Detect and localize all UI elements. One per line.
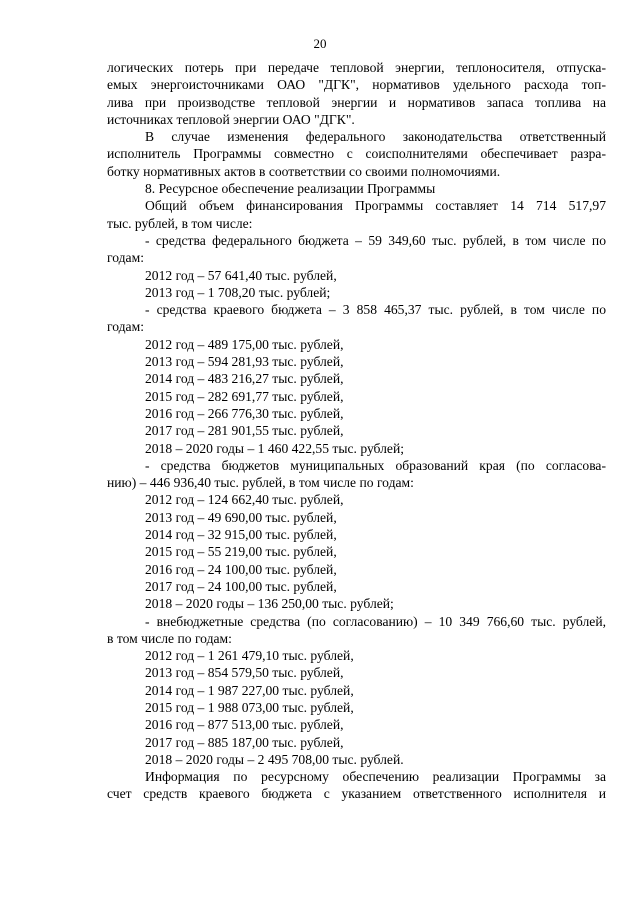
text-line: 2018 – 2020 годы – 1 460 422,55 тыс. рублей; [145, 440, 405, 456]
text-line: - средства федерального бюджета – 59 349,60 тыс. рублей, в том числе по [145, 232, 606, 248]
text-line: логических потерь при передаче тепловой энергии, теплоносителя, отпуска- [107, 60, 606, 75]
text-line: годам: [107, 250, 144, 266]
text-line: 2017 год – 281 901,55 тыс. рублей, [145, 423, 344, 439]
text-line: ботку нормативных актов в соответствии со своими полномочиями. [107, 163, 501, 179]
page-number: 20 [313, 36, 327, 51]
text-line: нию) – 446 936,40 тыс. рублей, в том числе по годам: [107, 475, 414, 491]
text-line: 2016 год – 266 776,30 тыс. рублей, [145, 405, 344, 421]
text-line: 8. Ресурсное обеспечение реализации Программы [145, 181, 436, 197]
text-line: - средства краевого бюджета – 3 858 465,37 тыс. рублей, в том числе по [145, 302, 606, 318]
text-line: 2014 год – 32 915,00 тыс. рублей, [145, 527, 337, 543]
text-line: 2013 год – 594 281,93 тыс. рублей, [145, 354, 344, 370]
text-line: 2015 год – 1 988 073,00 тыс. рублей, [145, 699, 354, 715]
text-line: 2015 год – 55 219,00 тыс. рублей, [145, 544, 337, 560]
text-line: 2018 – 2020 годы – 136 250,00 тыс. рублей; [145, 596, 394, 612]
text-line: 2013 год – 1 708,20 тыс. рублей; [145, 284, 331, 300]
text-line: - средства бюджетов муниципальных образований края (по согласова- [145, 457, 606, 473]
document-body [107, 59, 606, 803]
text-line: в том числе по годам: [107, 630, 232, 646]
text-line: годам: [107, 319, 144, 335]
text-line: 2012 год – 489 175,00 тыс. рублей, [145, 336, 344, 352]
text-line: Общий объем финансирования Программы составляет 14 714 517,97 [145, 198, 606, 214]
text-line: 2012 год – 57 641,40 тыс. рублей, [145, 267, 337, 283]
text-line: 2016 год – 24 100,00 тыс. рублей, [145, 561, 337, 577]
text-line: тыс. рублей, в том числе: [107, 215, 253, 231]
text-line: счет средств краевого бюджета с указанием ответственного исполнителя и [107, 786, 606, 802]
text-line: - внебюджетные средства (по согласованию) – 10 349 766,60 тыс. рублей, [145, 613, 606, 629]
text-line: исполнитель Программы совместно с соисполнителями обеспечивает разра- [107, 146, 606, 162]
text-line: 2014 год – 1 987 227,00 тыс. рублей, [145, 682, 354, 698]
text-line: источниках тепловой энергии ОАО "ДГК". [107, 111, 355, 127]
text-line: 2017 год – 24 100,00 тыс. рублей, [145, 578, 337, 594]
text-line: 2016 год – 877 513,00 тыс. рублей, [145, 717, 344, 733]
text-line: Информация по ресурсному обеспечению реализации Программы за [145, 769, 606, 785]
text-line: 2017 год – 885 187,00 тыс. рублей, [145, 734, 344, 750]
text-line: 2013 год – 49 690,00 тыс. рублей, [145, 509, 337, 525]
text-line: 2012 год – 124 662,40 тыс. рублей, [145, 492, 344, 508]
text-line: В случае изменения федерального законодательства ответственный [145, 129, 606, 145]
text-line: емых энергоисточниками ОАО "ДГК", нормативов удельного расхода топ- [107, 77, 606, 93]
text-line: 2014 год – 483 216,27 тыс. рублей, [145, 371, 344, 387]
text-line: лива при производстве тепловой энергии и нормативов запаса топлива на [107, 94, 606, 110]
text-line: 2015 год – 282 691,77 тыс. рублей, [145, 388, 344, 404]
text-line: 2012 год – 1 261 479,10 тыс. рублей, [145, 648, 354, 664]
text-line: 2018 – 2020 годы – 2 495 708,00 тыс. рублей. [145, 751, 404, 767]
text-line: 2013 год – 854 579,50 тыс. рублей, [145, 665, 344, 681]
